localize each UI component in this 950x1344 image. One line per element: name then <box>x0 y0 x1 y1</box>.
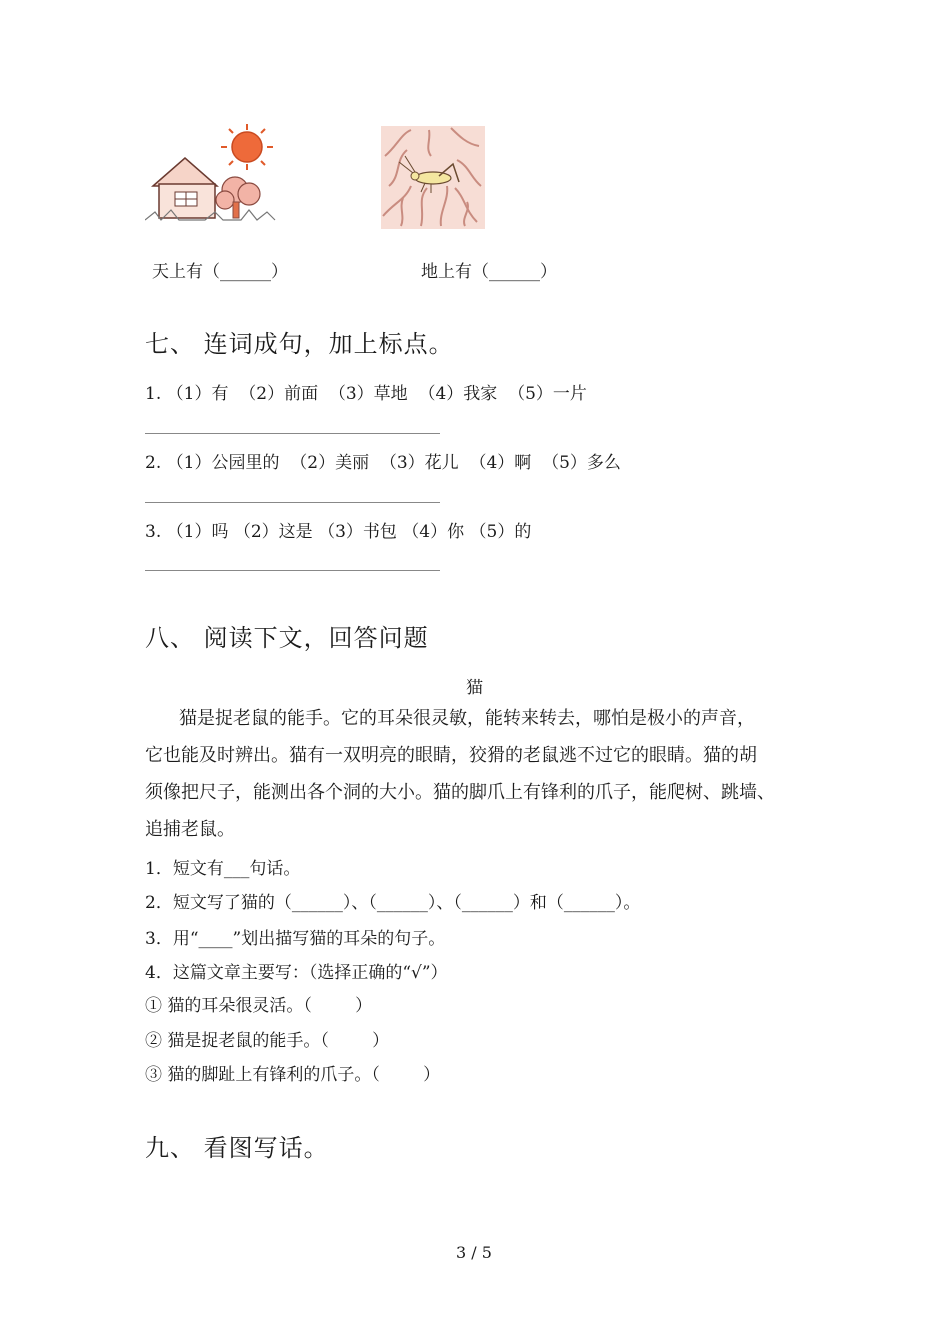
passage-line-1: 猫是捉老鼠的能手。它的耳朵很灵敏，能转来转去，哪怕是极小的声音， <box>179 708 755 729</box>
passage-line-2: 它也能及时辨出。猫有一双明亮的眼睛，狡猾的老鼠逃不过它的眼睛。猫的胡 <box>145 745 757 766</box>
passage-body <box>145 700 825 848</box>
section-7-answer-line-2[interactable] <box>145 502 440 503</box>
passage-line-4: 追捕老鼠。 <box>145 819 235 840</box>
question-3: 3．用“____”划出描写猫的耳朵的句子。 <box>145 929 446 949</box>
question-2: 2．短文写了猫的（______）、（______）、（______）和（______）。 <box>145 893 641 913</box>
question-1: 1．短文有___句话。 <box>145 859 301 879</box>
passage-line-3: 须像把尺子，能测出各个洞的大小。猫的脚爪上有锋利的爪子，能爬树、跳墙、 <box>145 782 775 803</box>
sky-caption: 天上有（______） <box>152 262 288 282</box>
option-1[interactable]: ① 猫的耳朵很灵活。（ ） <box>145 996 373 1016</box>
grasshopper-picture <box>381 126 485 229</box>
section-7-item-2: 2. （1）公园里的 （2）美丽 （3）花儿 （4）啊 （5）多么 <box>145 453 621 473</box>
section-7-item-1: 1. （1）有 （2）前面 （3）草地 （4）我家 （5）一片 <box>145 384 587 404</box>
ground-caption: 地上有（______） <box>421 262 557 282</box>
section-9-title: 九、 看图写话。 <box>145 1134 329 1162</box>
section-7-item-3: 3. （1）吗 （2）这是 （3）书包 （4）你 （5）的 <box>145 522 532 542</box>
section-7-answer-line-1[interactable] <box>145 433 440 434</box>
page-number: 3 / 5 <box>456 1243 492 1262</box>
house-sun-picture <box>145 124 280 228</box>
section-8-title: 八、 阅读下文，回答问题 <box>145 624 429 652</box>
section-7-title: 七、 连词成句，加上标点。 <box>145 330 454 358</box>
option-3[interactable]: ③ 猫的脚趾上有锋利的爪子。（ ） <box>145 1065 441 1085</box>
passage-title: 猫 <box>466 678 483 698</box>
question-4: 4．这篇文章主要写：（选择正确的“√”） <box>145 963 448 983</box>
section-7-answer-line-3[interactable] <box>145 570 440 571</box>
option-2[interactable]: ② 猫是捉老鼠的能手。（ ） <box>145 1031 390 1051</box>
